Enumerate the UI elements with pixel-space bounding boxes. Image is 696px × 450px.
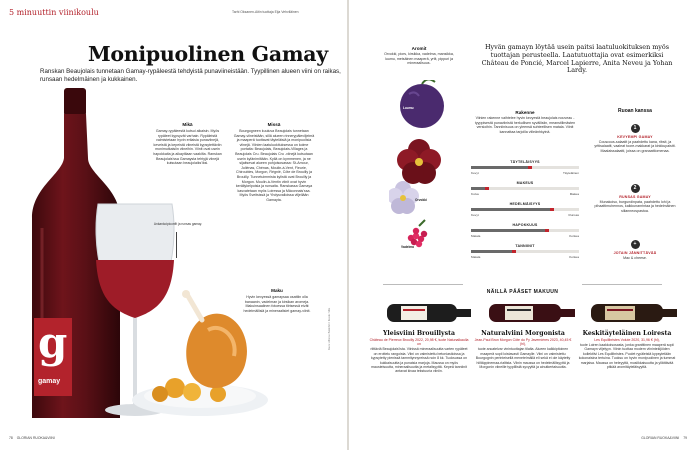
maku-block (238, 288, 316, 313)
footer-brand-right: GLORIAN RUOKA&VIINI (641, 436, 680, 440)
profile-end-left: Kevyt (471, 213, 479, 217)
aromit-text: Orvokki, piors, kirsikka, vadelma, mansikka, luumu, metsäinen maaperä, yrtit, pippuri ja mineraalisuus. (384, 52, 454, 66)
maku-title: Maku (271, 288, 283, 293)
callout-text: Ankankoipiconfit ja runsas gamay. (153, 222, 203, 226)
ruoan-item (593, 240, 677, 260)
profile-bar-track (471, 166, 579, 169)
rakenne-block (469, 110, 581, 134)
ruoan-item-text: Mac & cheese. (623, 255, 647, 260)
profile-end-left: Kuiva (471, 192, 479, 196)
fruit-label-vadelma: Vadelma (401, 245, 414, 249)
maku-text: Hyvin kevyessä gamaysaa osattiin olla banaanin, vadelman ja kirsikan aromeja. Makuinsaalinen fotoessa tiirisessä eivät hedelmällisiä ja mineraalisiet gamay-viinit. (243, 295, 311, 313)
wine-pick-sub: Château de Pierreux Brouilly 2022, 20,98 €, tuote Natunalkaulla on (369, 338, 469, 347)
ruoan-number-badge: 1 (631, 124, 640, 133)
mika-title: Mikä (182, 122, 193, 127)
gamay-label-tile (34, 318, 72, 396)
wine-pick-2 (473, 330, 573, 369)
profile-row (471, 244, 579, 265)
profile-end-left: Matala (471, 234, 481, 238)
profile-bar-track (471, 229, 579, 232)
ruoan-number-badge: 2 (631, 184, 640, 193)
profile-row (471, 223, 579, 244)
profile-row (471, 181, 579, 202)
ruoan-item-title: KEVYEMPI GAMAY (617, 134, 653, 139)
wine-pick-sub: Jean-Paul Brun Morgon Côte du Py Javernières 2023, 40,45 € (hl), (474, 338, 572, 347)
missa-title: Missä (267, 122, 281, 127)
taste-profile (471, 160, 579, 268)
left-page (0, 0, 347, 450)
profile-bar-marker (550, 208, 554, 211)
fruit-label-orvokki: Orvokki (415, 198, 427, 202)
profile-bar-fill (471, 250, 514, 253)
picks-rule-left (383, 284, 463, 285)
wine-pick-text: riittäviä Beaujolais'ista. Viinissä mineraalisuutta varten rypäleet on erottelu rangoista. Viini on valmistettu betoniastioissa ja kypsytetty pienissä tammitynnyreissä noin 8 kk. Tuoksussa on kukkaisuutta ja punaisia marjoja. Maussa on myös mausteisuutta, mineraalisuutta ja metalisyyttä. Kepeä tanniinit antavat kivaa tekstuuria viiniin. (370, 347, 468, 374)
wine-pick-sub: Les Equilibristes Volute 2020, 31,96 € (hl), (594, 338, 660, 342)
missa-block (233, 122, 315, 203)
lead-paragraph: Ranskan Beaujolais tunnetaan Gamay-rypäleestä tehdyistä punaviineistään. Tyypillinen alueen viini on raikas, runsaan hedelmäinen ja kukkainen. (40, 68, 341, 83)
wine-pick-name: Naturalviini Morgonista (481, 330, 565, 337)
profile-row (471, 202, 579, 223)
profile-row-title: TANNIINIT (515, 244, 535, 248)
ruoan-item-title: RUNSAS GAMAY (619, 194, 651, 199)
rakenne-title: Rakenne (515, 110, 535, 115)
page-title: Monipuolinen Gamay (88, 42, 328, 66)
ruoan-number-badge: + (631, 240, 640, 249)
footer-right (641, 436, 687, 440)
profile-bar-track (471, 250, 579, 253)
profile-row-title: MAKEUS (516, 181, 534, 185)
producer-quote: Hyvän gamayn löytää usein paitsi laatuluokituksen myös tuottajan perusteella. Laatutuottajia ovat esimerkiksi Château de Poncié, Marcel Lapierre, Anita Neveu ja Yohan Lardy. (481, 43, 673, 75)
picks-title: NÄILLÄ PÄÄSET MAKUUN (486, 289, 559, 295)
profile-end-right: Makea (569, 192, 579, 196)
page-number-left: 78 (9, 436, 13, 440)
footer-left (9, 436, 55, 440)
credits: Tarhi Oksanen-Aitin tuottaja Eija Vehviläinen (232, 10, 299, 14)
profile-bar-track (471, 208, 579, 211)
gamay-tile-letter: g (38, 318, 68, 367)
profile-bar-fill (471, 229, 547, 232)
profile-bar-fill (471, 166, 530, 169)
rakenne-text: Viinien rakenne vaihtelee hyvin kevyestä beaujolais nouveau -tyyppisestä punaviinistä herkullisen syvällisiin, meanstillmästen versioihin. Tanniinisuus on yleensä suhteellisen matala. Viinit kannattaa tarjoilla viileänhkyinä. (474, 116, 576, 134)
mika-text: Gamay-rypäleestä kutsui aikaisin. Myös rypäleet kypsyvät varhain. Rypäleistä valmistetaan hyvin erilaisia punaviinejä, keveistä ja kepeistä viineistä kypsytettäviin monimutkaisiin viineihin. Viinit ovat usein hapokkaita ja aikaytilaan vaakilta. Ranskan Beaujolais'ssa Gamaysta tehtyjä viinejä kutsutaan beaujolaiks'iksi. (153, 129, 222, 166)
picks-rule-right (582, 284, 662, 285)
profile-bar-marker (545, 229, 549, 232)
aroma-illustrations (389, 80, 459, 260)
profile-bar-marker (485, 187, 489, 190)
missa-text: Bourgogneen kuuluva Beaujolais tunnetaan Gamay-viineistään, sillä alueen rinnerypäleviljelmä ja maaperä tuottavat täyteläisiä ja monipuolisia viinejä. Viinien laatuluokituksessa on kolme portaita: Beaujolais, Beaujolais-Villages ja Beaujolais Cru. Beaujolais Cru -viinejä kutsutaan usein kylänimiltään. Kyliä on kymmenen, ja ne sijaitsevat alueen pohjoisosassa: St-Amour, Juliénas, Chénas, Moulin-à-Vent, Fleurie, Chiroubles, Morgon, Régnié, Côte de Brouilly ja Brouilly. Tunnetuimmista kylistä ovat Brouilly ja Morgon. Moulin-à-Ventin viinit ovat hyvin keräilykelpoisia ja runsaita. Ranskassa Gamaya kasvatetaan myös Loiressa ja Mâconnais'ssa. Myös Sveitsissä ja Yhdysvalloissa viljellään Gamayta. (233, 129, 315, 202)
wine-pick-1 (369, 330, 469, 374)
featured-bottles (379, 296, 679, 326)
ruoan-item-text: Couscous-salaatit ja paahdettu kana, ribsit, ja yrttisalaatit, vaaleat toore-makkarat ja kinkkupaistit. Maalaissalaatti, joissa on granaattiomenaa. (594, 139, 676, 153)
profile-bar-fill (471, 208, 552, 211)
ruoan-title: Ruoan kanssa (618, 108, 652, 114)
profile-end-left: Kevyt (471, 171, 479, 175)
ruoan-kanssa-block (593, 108, 677, 268)
page-number-right: 79 (683, 436, 687, 440)
callout-line (176, 232, 177, 258)
profile-row-title: HAPOKKUUS (512, 223, 538, 227)
ruoan-item (593, 124, 677, 153)
wine-pick-text: tuote Loiren kaakkoisosasta, jonka granittinen maaperä sopii Gamayn viljelyyn. Viinin tuottaa modern viinintekijöiden kollektiivi Les Equilibristes. Puolet rypäleistä kypsytetään kokonaisina tertuina. Tuoksu on hyvin monipuolinen ja tummat marjaisa. Maussa on heleyyttä, musiikkaisuutta ja yllättävää pitkää aromitäyteläisyyttä. (578, 342, 676, 369)
wine-pick-name: Yleisviini Brouillysta (383, 330, 455, 337)
profile-bar-marker (528, 166, 532, 169)
profile-bar-marker (512, 250, 516, 253)
section-title: 5 minuuttin viinikoulu (9, 8, 99, 17)
aromit-block (381, 46, 457, 66)
profile-bar-track (471, 187, 579, 190)
profile-end-right: Täyteläinen (563, 171, 579, 175)
profile-row-title: TÄYTELÄISYYS (510, 160, 540, 164)
profile-end-right: Runsas (568, 213, 579, 217)
mika-block (150, 122, 225, 166)
profile-end-right: Korkea (569, 234, 579, 238)
ruoan-item-title: JOTAIN JÄNNITTÄVÄÄ (613, 250, 657, 255)
wine-pick-text: tuote ancatelvar vinintuottajan tilalta. Alueen kalkkipitoinen maaperä sopii loistavasti Gamaylle. Viini on valmistettu Bourgognin perinteisellä menetelmällä eli sekä ei ole käytetty hiiltäppinemaa-rialtista. Viinin maussa on hedelmällisyyttä ja Morgonin viineille tyypillistä syvyyttä ja ainutkertaisuutta. (475, 347, 571, 369)
fruit-label-luumu: Luumu (403, 106, 414, 110)
profile-end-right: Korkea (569, 255, 579, 259)
ruoan-item (593, 184, 677, 213)
footer-brand-left: GLORIAN RUOKA&VIINI (16, 436, 55, 440)
profile-end-left: Matala (471, 255, 481, 259)
profile-row-title: HEDELMÄISYYS (509, 202, 541, 206)
right-page (349, 0, 696, 450)
aromit-title: Aromit (411, 46, 427, 51)
gamay-tile-word: gamay (38, 378, 61, 385)
photo-credit: Kuva: Alfonso Bakinfelt / Kuvak: Mila (328, 307, 331, 350)
ruoan-item-text: Munakoiso, burgundinpata, paahdettu lohi ja pihaattimuhennos, kalkkunanrintaa ja hedelmäinen silianneospastoa. (594, 199, 676, 213)
wine-pick-3 (577, 330, 677, 369)
profile-row (471, 160, 579, 181)
wine-pick-name: Keskitäyteläinen Loiresta (582, 330, 672, 337)
